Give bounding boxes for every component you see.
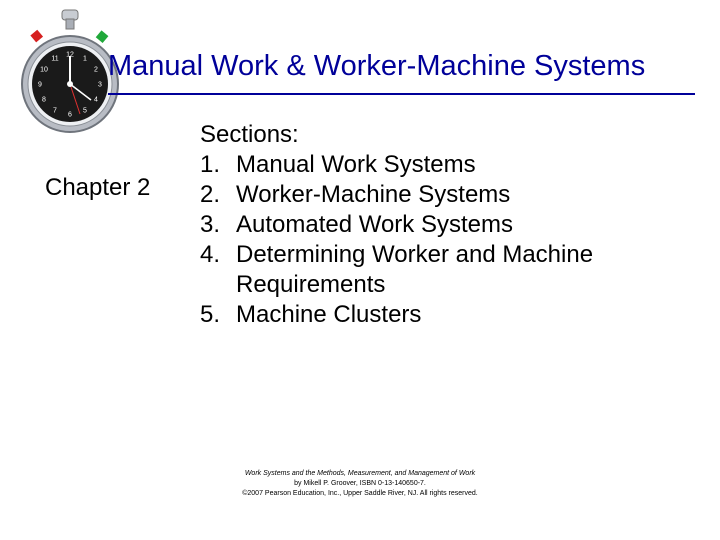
section-number: 1. — [200, 151, 221, 178]
section-text: Worker-Machine Systems — [236, 181, 511, 208]
section-number: 2. — [200, 181, 221, 208]
section-item — [200, 240, 670, 300]
chapter-label: Chapter 2 — [45, 174, 151, 201]
section-number: 5. — [200, 301, 221, 328]
title-underline — [108, 93, 695, 95]
clock-numeral: 9 — [38, 81, 42, 89]
section-item — [200, 210, 670, 240]
slide-title: Manual Work & Worker-Machine Systems — [108, 50, 646, 82]
footer-book-title: Work Systems and the Methods, Measurement, and Management of Work — [244, 470, 476, 477]
section-text: Manual Work Systems — [236, 151, 476, 178]
copyright-footer — [200, 469, 520, 499]
clock-numeral: 7 — [53, 107, 57, 115]
clock-numeral: 4 — [94, 96, 98, 104]
clock-numeral: 11 — [51, 55, 59, 63]
clock-numeral: 8 — [42, 96, 46, 104]
section-number: 4. — [200, 241, 221, 268]
footer-copyright: ©2007 Pearson Education, Inc., Upper Saddle River, NJ. All rights reserved. — [242, 490, 478, 497]
section-item — [200, 180, 670, 210]
section-text: Determining Worker and Machine Requirements — [236, 241, 594, 298]
sections-list — [200, 120, 670, 330]
clock-numeral: 2 — [94, 66, 98, 74]
clock-numeral: 6 — [68, 111, 72, 119]
section-item — [200, 300, 670, 330]
clock-numeral: 5 — [83, 107, 87, 115]
stopwatch-icon — [18, 8, 122, 148]
clock-numeral: 1 — [83, 55, 87, 63]
section-number: 3. — [200, 211, 221, 238]
clock-numeral: 3 — [98, 81, 102, 89]
sections-heading: Sections: — [200, 121, 299, 148]
clock-numeral: 12 — [66, 51, 74, 59]
section-item — [200, 150, 670, 180]
section-text: Automated Work Systems — [236, 211, 513, 238]
footer-author: by Mikell P. Groover, ISBN 0-13-140650-7. — [294, 480, 426, 487]
section-text: Machine Clusters — [236, 301, 422, 328]
clock-numeral: 10 — [40, 66, 48, 74]
